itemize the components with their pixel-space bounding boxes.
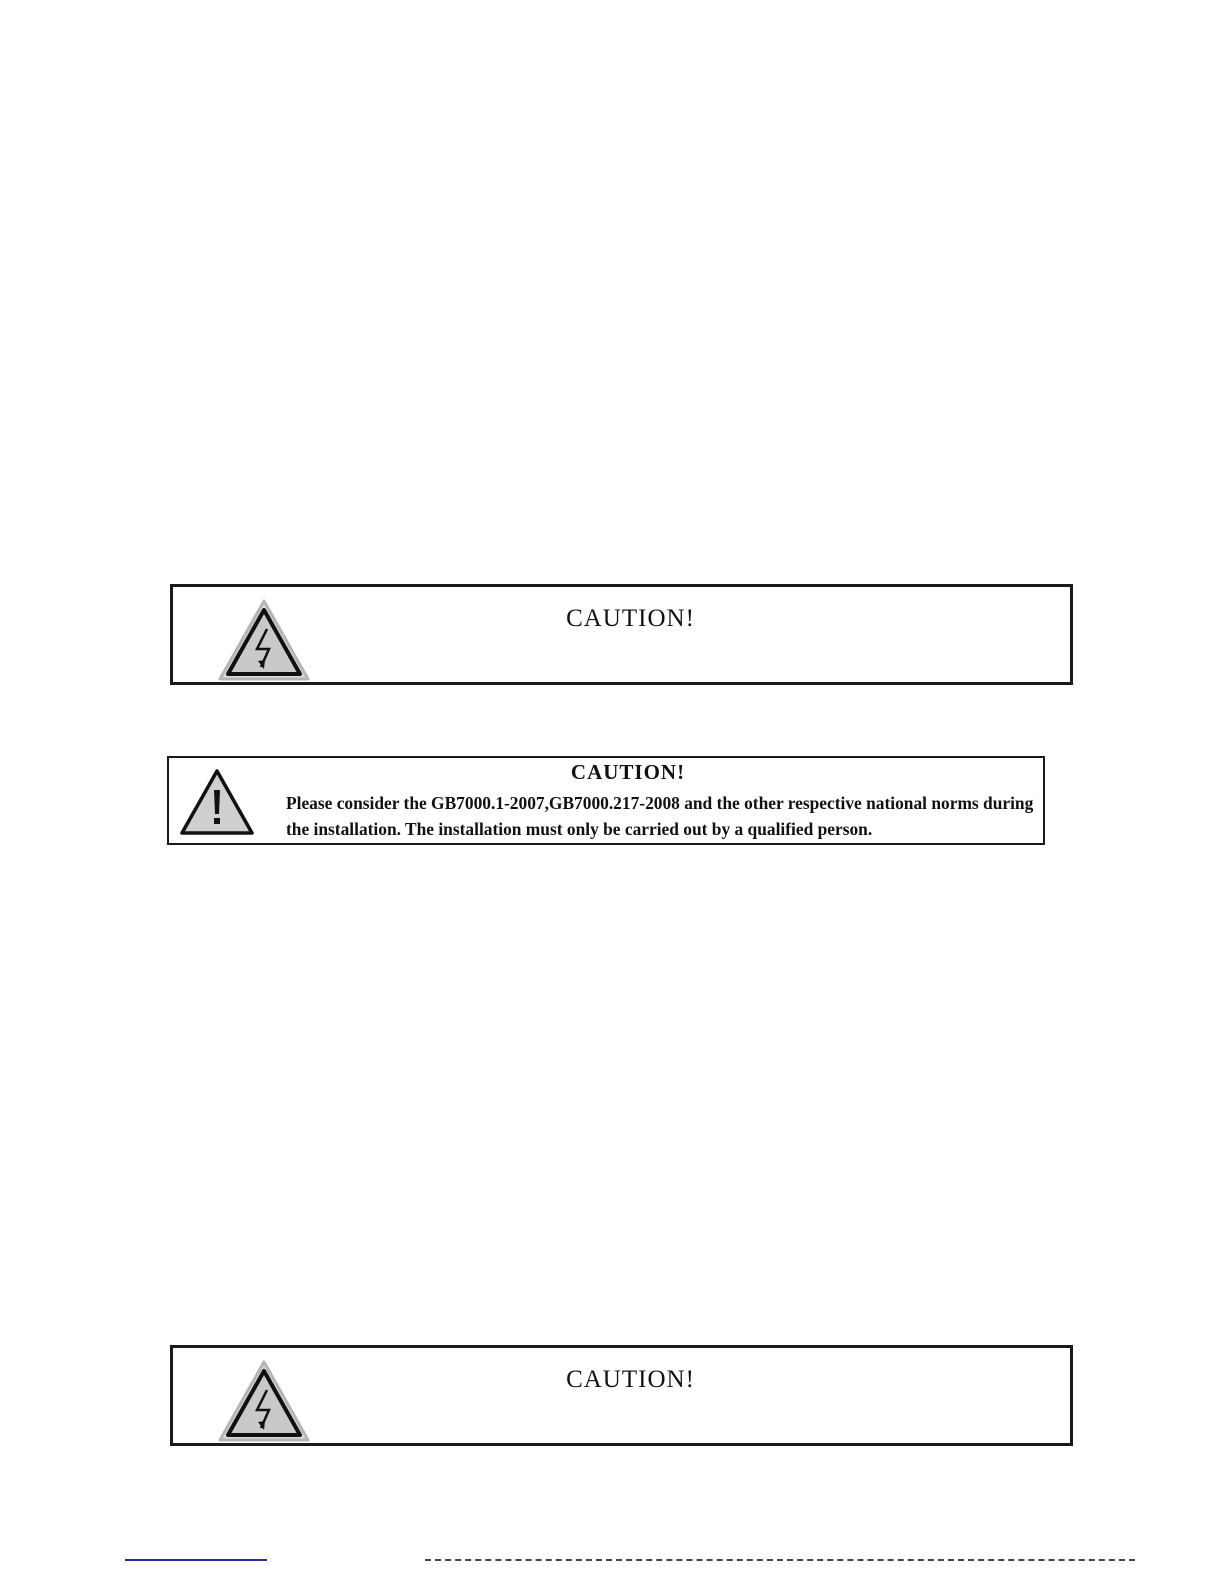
footer-rule: [425, 1559, 1135, 1561]
caution-box-electric-2: [170, 1345, 1073, 1446]
caution-body-line: the installation. The installation must only be carried out by a qualified person.: [286, 819, 873, 839]
caution-body-text: [286, 790, 1033, 842]
caution-box-electric-1: [170, 584, 1073, 685]
caution-title: CAUTION!: [566, 605, 695, 632]
caution-box-installation: [167, 756, 1045, 845]
footer-link-underline: [125, 1559, 267, 1561]
caution-body-line: Please consider the GB7000.1-2007,GB7000.217-2008 and the other respective national norms during: [286, 793, 1034, 813]
caution-title: CAUTION!: [570, 760, 686, 784]
caution-title: CAUTION!: [566, 1366, 695, 1393]
